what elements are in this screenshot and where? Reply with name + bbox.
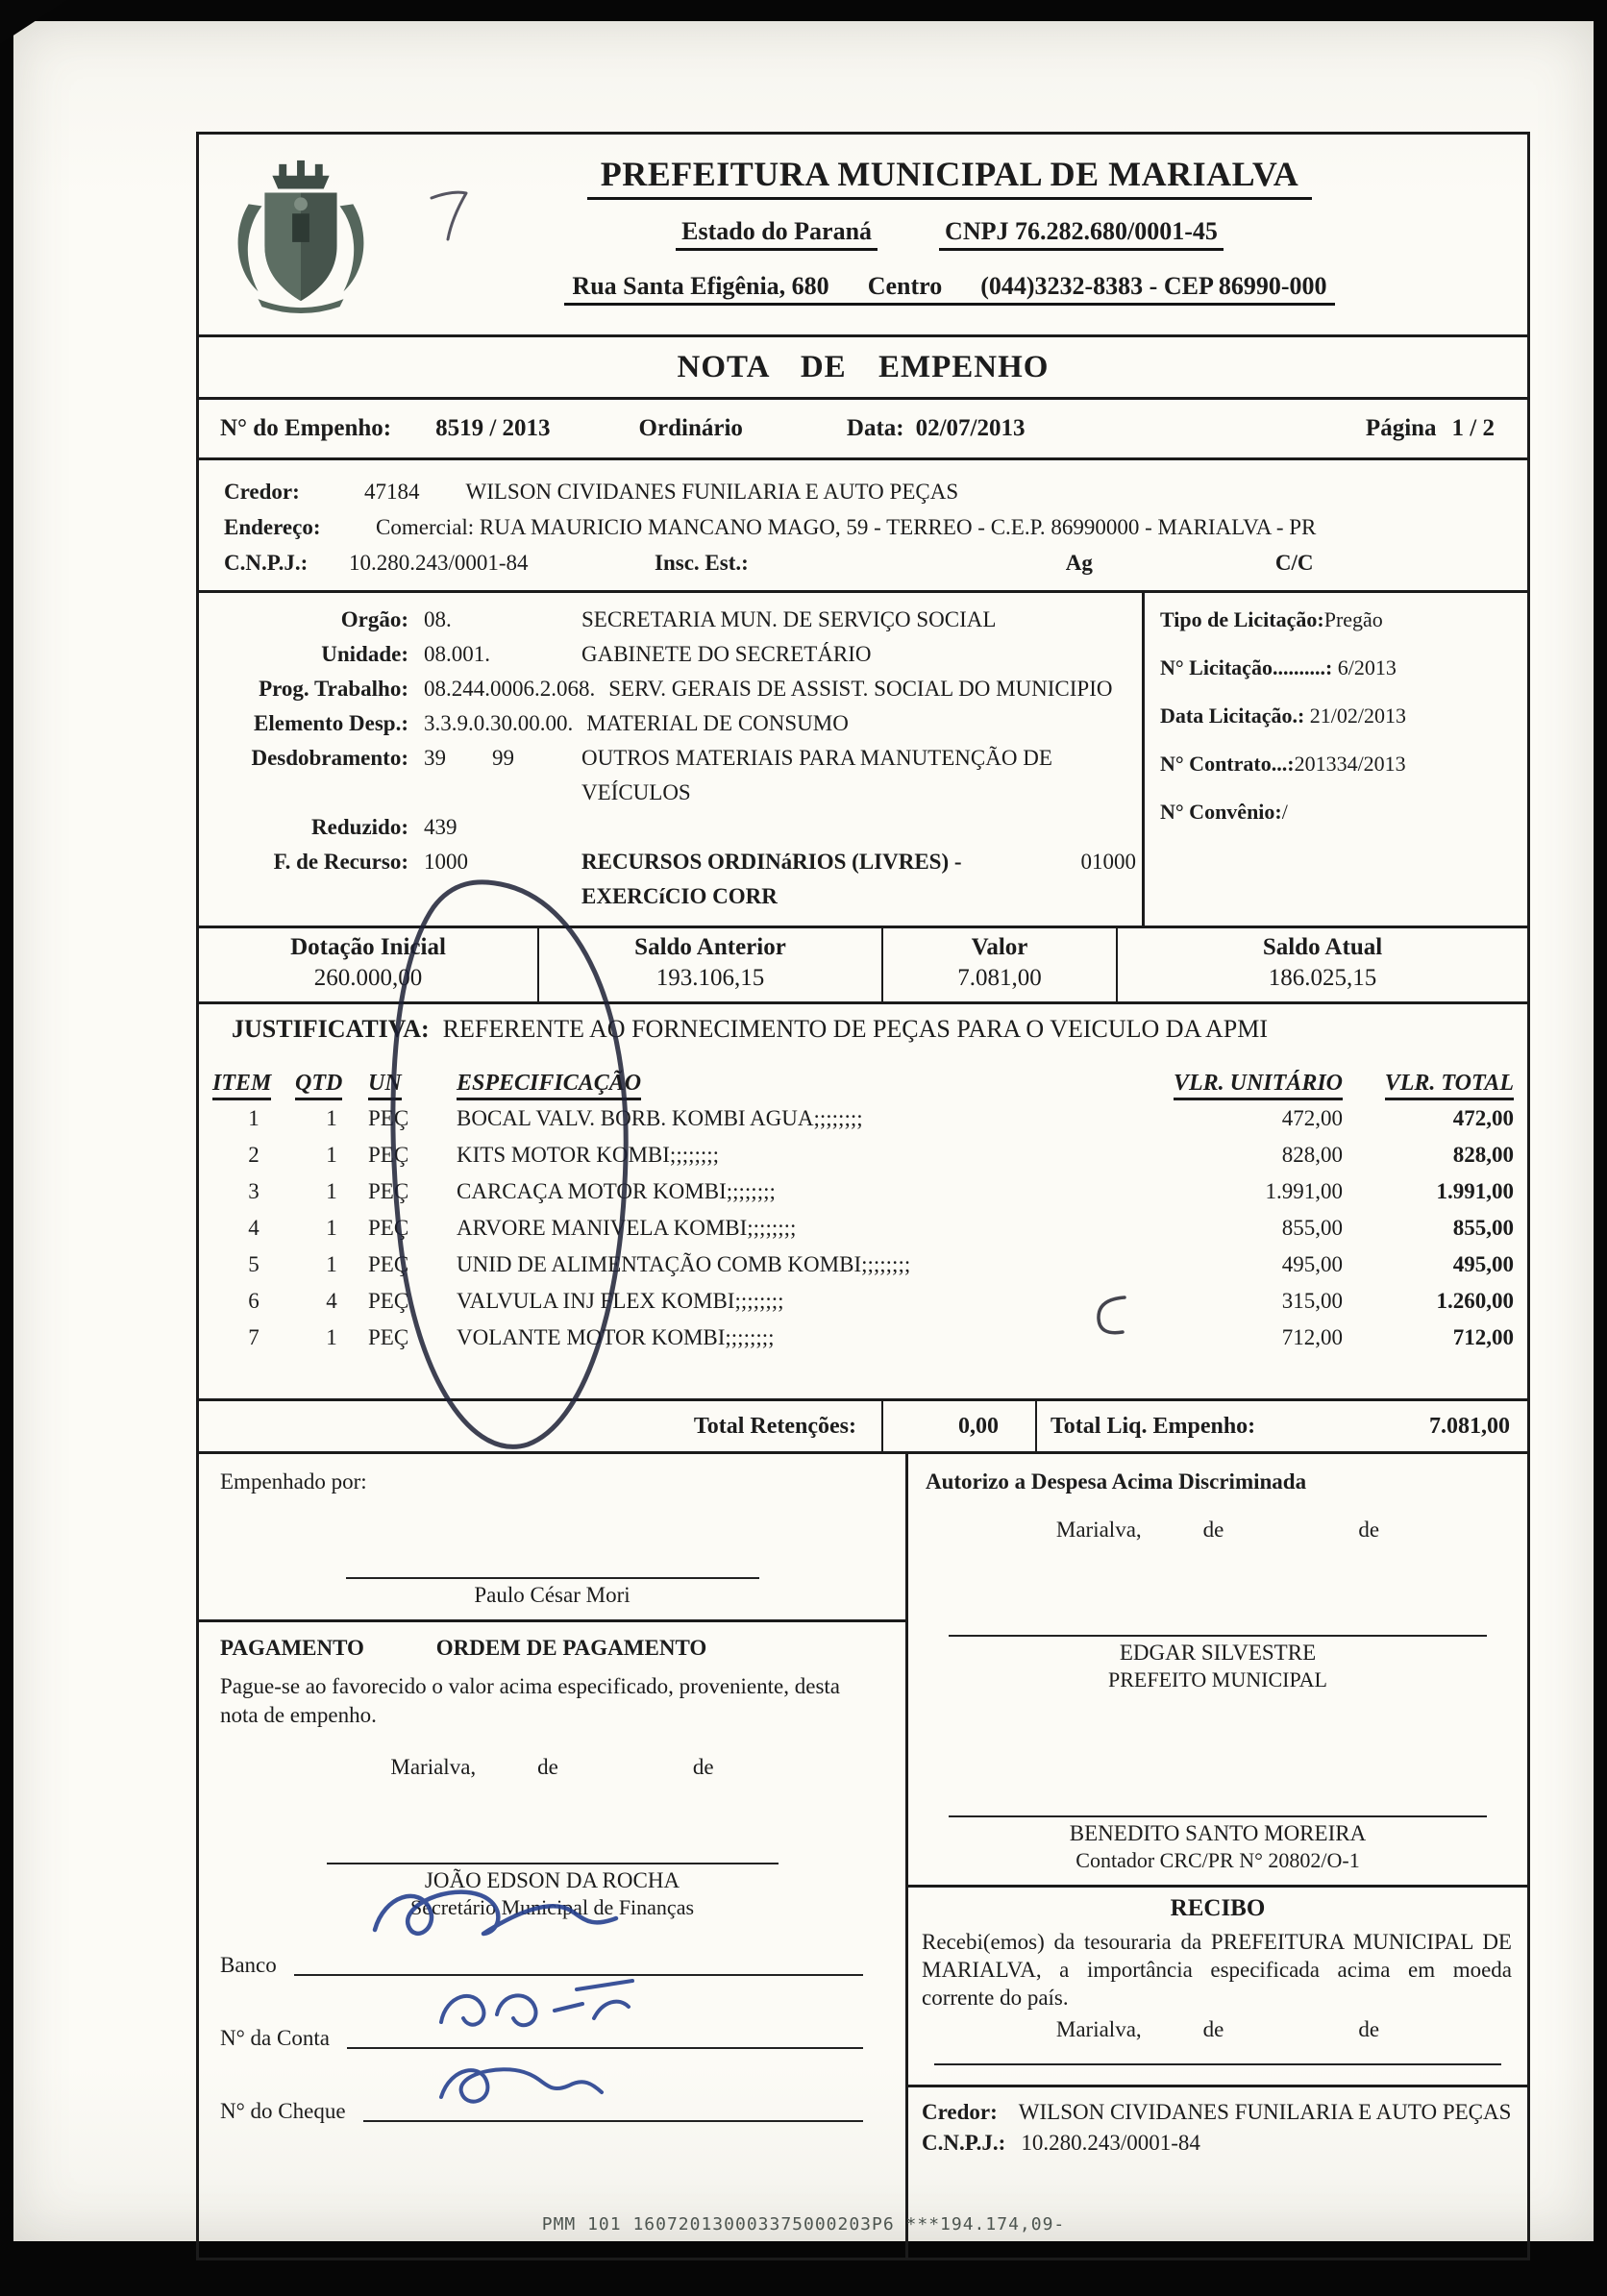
elemento-desc: MATERIAL DE CONSUMO bbox=[586, 711, 849, 735]
document-header bbox=[199, 135, 1527, 334]
total-liq-value: 7.081,00 bbox=[1429, 1413, 1510, 1439]
header-address-line bbox=[564, 272, 1334, 306]
item-unit: PEÇ bbox=[368, 1216, 409, 1240]
budget-classification bbox=[199, 593, 1142, 926]
items-empty-space bbox=[212, 1356, 1514, 1396]
prefeito-signature-line bbox=[949, 1635, 1487, 1637]
prog-trabalho-desc: SERV. GERAIS DE ASSIST. SOCIAL DO MUNICIPIO bbox=[608, 677, 1113, 701]
item-unit: PEÇ bbox=[368, 1289, 409, 1313]
valor-cell bbox=[883, 928, 1118, 1001]
orgao-label: Orgão: bbox=[340, 607, 408, 631]
item-unit: PEÇ bbox=[368, 1143, 409, 1167]
fonte-recurso-row bbox=[199, 845, 1136, 914]
item-unit-price: 495,00 bbox=[1281, 1252, 1343, 1276]
municipal-coat-of-arms-icon bbox=[220, 146, 382, 319]
recibo-cnpj-value: 10.280.243/0001-84 bbox=[1021, 2131, 1200, 2155]
convenio-value: / bbox=[1281, 800, 1288, 824]
creditor-cnpj-label: C.N.P.J.: bbox=[224, 551, 309, 575]
empenho-date bbox=[847, 415, 1026, 442]
conta-row bbox=[199, 2022, 905, 2053]
item-unit: PEÇ bbox=[368, 1106, 409, 1130]
scan-corner-artifact bbox=[0, 0, 67, 44]
saldo-atual-label: Saldo Atual bbox=[1262, 934, 1383, 960]
desdobramento-desc: OUTROS MATERIAIS PARA MANUTENÇÃO DE VEÍCULOS bbox=[581, 746, 1052, 804]
prog-trabalho-row bbox=[199, 672, 1136, 706]
saldo-anterior-value: 193.106,15 bbox=[655, 965, 765, 991]
item-total: 855,00 bbox=[1452, 1216, 1514, 1240]
banco-label: Banco bbox=[220, 1953, 277, 1977]
saldo-anterior-cell bbox=[539, 928, 883, 1001]
left-signature-column bbox=[199, 1454, 908, 2258]
paper-sheet bbox=[13, 21, 1594, 2241]
reduzido-value: 439 bbox=[424, 815, 457, 839]
saldo-atual-value: 186.025,15 bbox=[1268, 965, 1377, 991]
saldo-atual-cell bbox=[1118, 928, 1527, 1001]
cheque-row bbox=[199, 2095, 905, 2126]
item-spec: VOLANTE MOTOR KOMBI;;;;;;;; bbox=[457, 1325, 775, 1349]
empenho-kind: Ordinário bbox=[638, 415, 743, 441]
total-retencoes-value: 0,00 bbox=[883, 1401, 1037, 1451]
creditor-cnpj-line bbox=[199, 545, 1527, 580]
item-spec: KITS MOTOR KOMBI;;;;;;;; bbox=[457, 1143, 720, 1167]
de-label: de bbox=[1358, 2017, 1380, 2041]
item-unit-price: 855,00 bbox=[1281, 1216, 1343, 1240]
recibo-creditor-line bbox=[922, 2097, 1514, 2128]
header-address: Rua Santa Efigênia, 680 bbox=[572, 272, 829, 300]
elemento-code: 3.3.9.0.30.00.00. bbox=[424, 711, 574, 735]
spacer bbox=[199, 1494, 905, 1577]
tipo-licitacao-row bbox=[1160, 606, 1518, 632]
reduzido-label: Reduzido: bbox=[311, 815, 408, 839]
unidade-row bbox=[199, 637, 1136, 672]
recibo-creditor-label: Credor: bbox=[922, 2100, 998, 2124]
item-number: 7 bbox=[248, 1325, 260, 1349]
recibo-creditor-block bbox=[908, 2087, 1527, 2172]
tipo-licitacao-value: Pregão bbox=[1323, 607, 1383, 631]
creditor-code: 47184 bbox=[364, 480, 420, 504]
items-table bbox=[199, 1054, 1527, 1398]
right-signature-column bbox=[908, 1454, 1527, 2258]
desdobramento-label: Desdobramento: bbox=[251, 746, 408, 770]
col-qtd: QTD bbox=[295, 1071, 342, 1100]
item-number: 5 bbox=[248, 1252, 260, 1276]
col-spec: ESPECIFICAÇÃO bbox=[457, 1071, 641, 1100]
item-unit: PEÇ bbox=[368, 1252, 409, 1276]
item-row bbox=[212, 1210, 1514, 1247]
justification-row bbox=[199, 1004, 1527, 1054]
orgao-row bbox=[199, 603, 1136, 637]
conta-label: N° da Conta bbox=[220, 2026, 330, 2050]
orgao-code: 08. bbox=[424, 607, 452, 631]
reduzido-row bbox=[199, 810, 1136, 845]
creditor-name: WILSON CIVIDANES FUNILARIA E AUTO PEÇAS bbox=[465, 480, 959, 504]
municipality-name: PREFEITURA MUNICIPAL DE MARIALVA bbox=[587, 154, 1312, 200]
spacer bbox=[908, 1543, 1527, 1635]
creditor-label: Credor: bbox=[224, 480, 300, 504]
item-number: 2 bbox=[248, 1143, 260, 1167]
contador-name: BENEDITO SANTO MOREIRA bbox=[1069, 1821, 1367, 1845]
city-label: Marialva, bbox=[1055, 2017, 1142, 2041]
total-retencoes-label: Total Retenções: bbox=[199, 1401, 883, 1451]
right-date-line-1 bbox=[908, 1518, 1527, 1543]
empenho-date-value: 02/07/2013 bbox=[915, 415, 1026, 441]
contrato-row bbox=[1160, 751, 1518, 777]
fonte-recurso-desc: RECURSOS ORDINáRIOS (LIVRES) - EXERCíCIO CORR bbox=[581, 850, 962, 908]
prefeito-title: PREFEITO MUNICIPAL bbox=[1108, 1667, 1327, 1691]
authorization-text: Autorizo a Despesa Acima Discriminada bbox=[926, 1469, 1307, 1494]
contador-signature-line bbox=[949, 1815, 1487, 1817]
de-label: de bbox=[692, 1755, 714, 1779]
prog-trabalho-code: 08.244.0006.2.068. bbox=[424, 677, 596, 701]
state-name: Estado do Paraná bbox=[676, 217, 878, 251]
item-unit: PEÇ bbox=[368, 1179, 409, 1203]
de-label: de bbox=[1202, 1518, 1224, 1542]
prefeito-name: EDGAR SILVESTRE bbox=[1119, 1641, 1317, 1665]
payment-order-text: Pague-se ao favorecido o valor acima especificado, proveniente, desta nota de empenho. bbox=[220, 1674, 840, 1727]
contrato-value: 201334/2013 bbox=[1294, 752, 1406, 776]
recibo-signature-line bbox=[934, 2063, 1501, 2065]
orgao-desc: SECRETARIA MUN. DE SERVIÇO SOCIAL bbox=[581, 607, 997, 631]
dot-matrix-footer-code: PMM 101 160720130003375000203P6 ***194.174,09- bbox=[541, 2214, 1066, 2234]
pagamento-title: PAGAMENTO bbox=[220, 1636, 364, 1660]
empenhado-signature-line bbox=[346, 1577, 759, 1579]
item-unit-price: 472,00 bbox=[1281, 1106, 1343, 1130]
recibo-creditor-name: WILSON CIVIDANES FUNILARIA E AUTO PEÇAS bbox=[1018, 2100, 1512, 2124]
fonte-recurso-extra: 01000 bbox=[1080, 850, 1136, 874]
header-phone-cep: (044)3232-8383 - CEP 86990-000 bbox=[980, 272, 1327, 300]
conta-fill-line bbox=[347, 2022, 863, 2049]
recibo-title: RECIBO bbox=[1170, 1895, 1266, 1921]
item-unit: PEÇ bbox=[368, 1325, 409, 1349]
item-total: 1.260,00 bbox=[1436, 1289, 1514, 1313]
elemento-label: Elemento Desp.: bbox=[254, 711, 408, 735]
document-title: NOTA DE EMPENHO bbox=[677, 349, 1050, 384]
secretario-title: Secretário Municipal de Finanças bbox=[409, 1895, 695, 1919]
recibo-cnpj-label: C.N.P.J.: bbox=[922, 2131, 1006, 2155]
spacer bbox=[908, 2042, 1527, 2063]
document-title-bar bbox=[199, 334, 1527, 400]
contador-title: Contador CRC/PR N° 20802/O-1 bbox=[1075, 1848, 1360, 1872]
unidade-label: Unidade: bbox=[321, 642, 408, 666]
tipo-licitacao-label: Tipo de Licitação: bbox=[1160, 607, 1324, 631]
account-label: C/C bbox=[1274, 551, 1314, 575]
spacer bbox=[199, 1780, 905, 1863]
data-licitacao-value: 21/02/2013 bbox=[1309, 704, 1407, 728]
creditor-address-label: Endereço: bbox=[224, 515, 321, 539]
unidade-code: 08.001. bbox=[424, 642, 490, 666]
items-header-row bbox=[212, 1060, 1514, 1100]
item-qty: 1 bbox=[326, 1325, 337, 1349]
dotacao-inicial-label: Dotação Inicial bbox=[290, 934, 446, 960]
item-number: 3 bbox=[248, 1179, 260, 1203]
prog-trabalho-label: Prog. Trabalho: bbox=[259, 677, 408, 701]
item-unit-price: 712,00 bbox=[1281, 1325, 1343, 1349]
payment-header-row bbox=[199, 1626, 905, 1672]
desdobramento-codes bbox=[424, 741, 568, 810]
item-spec: CARCAÇA MOTOR KOMBI;;;;;;;; bbox=[457, 1179, 776, 1203]
recibo-cnpj-line bbox=[922, 2128, 1514, 2159]
valor-label: Valor bbox=[971, 934, 1028, 960]
recibo-text: Recebi(emos) da tesouraria da PREFEITURA MUNICIPAL DE MARIALVA, a importância especificada acima em moeda corrente do país. bbox=[922, 1930, 1512, 2010]
total-liq-label: Total Liq. Empenho: bbox=[1051, 1413, 1256, 1439]
cheque-fill-line bbox=[363, 2095, 863, 2122]
col-vlr-unitario: VLR. UNITÁRIO bbox=[1174, 1071, 1343, 1100]
fonte-recurso-label: F. de Recurso: bbox=[273, 850, 408, 874]
dotacao-inicial-value: 260.000,00 bbox=[313, 965, 423, 991]
item-total: 495,00 bbox=[1452, 1252, 1514, 1276]
balances-row bbox=[199, 928, 1527, 1004]
page-label: Página bbox=[1365, 415, 1437, 441]
spacer bbox=[908, 1692, 1527, 1815]
de-label: de bbox=[537, 1755, 558, 1779]
creditor-address-line bbox=[199, 509, 1527, 545]
page-value: 1 / 2 bbox=[1451, 415, 1495, 441]
secretario-name: JOÃO EDSON DA ROCHA bbox=[424, 1868, 680, 1892]
cheque-label: N° do Cheque bbox=[220, 2099, 346, 2123]
empenhado-signer-name: Paulo César Mori bbox=[474, 1583, 630, 1607]
saldo-anterior-label: Saldo Anterior bbox=[634, 934, 786, 960]
item-spec: VALVULA INJ FLEX KOMBI;;;;;;;; bbox=[457, 1289, 784, 1313]
creditor-address: Comercial: RUA MAURICIO MANCANO MAGO, 59 - TERREO - C.E.P. 86990000 - MARIALVA - PR bbox=[376, 515, 1317, 539]
header-cnpj: CNPJ 76.282.680/0001-45 bbox=[939, 217, 1224, 251]
agency-label: Ag bbox=[1065, 551, 1093, 575]
page-indicator bbox=[1366, 415, 1495, 442]
state-registration-label: Insc. Est.: bbox=[655, 551, 749, 575]
item-qty: 1 bbox=[326, 1216, 337, 1240]
col-un: UN bbox=[368, 1071, 402, 1100]
item-total: 712,00 bbox=[1452, 1325, 1514, 1349]
right-date-line-2 bbox=[908, 2017, 1527, 2042]
de-label: de bbox=[1202, 2017, 1224, 2041]
header-district: Centro bbox=[867, 272, 943, 300]
item-row bbox=[212, 1283, 1514, 1320]
fonte-recurso-code: 1000 bbox=[424, 850, 468, 874]
ordem-pagamento-title: ORDEM DE PAGAMENTO bbox=[435, 1636, 707, 1660]
elemento-row bbox=[199, 706, 1136, 741]
empenho-date-label: Data: bbox=[846, 415, 904, 441]
item-total: 828,00 bbox=[1452, 1143, 1514, 1167]
signatures-section bbox=[199, 1454, 1527, 2258]
item-total: 472,00 bbox=[1452, 1106, 1514, 1130]
item-total: 1.991,00 bbox=[1436, 1179, 1514, 1203]
item-number: 1 bbox=[248, 1106, 260, 1130]
item-qty: 1 bbox=[326, 1143, 337, 1167]
dotacao-inicial-cell bbox=[199, 928, 539, 1001]
banco-fill-line bbox=[294, 1949, 863, 1976]
item-qty: 4 bbox=[326, 1289, 337, 1313]
creditor-cnpj: 10.280.243/0001-84 bbox=[349, 551, 529, 575]
banco-row bbox=[199, 1949, 905, 1980]
item-number: 6 bbox=[248, 1289, 260, 1313]
city-label: Marialva, bbox=[1055, 1518, 1142, 1542]
header-text-block bbox=[401, 135, 1527, 306]
empenhado-por-label: Empenhado por: bbox=[220, 1469, 367, 1494]
item-spec: ARVORE MANIVELA KOMBI;;;;;;;; bbox=[457, 1216, 797, 1240]
justification-text: REFERENTE AO FORNECIMENTO DE PEÇAS PARA O VEICULO DA APMI bbox=[442, 1015, 1268, 1043]
unidade-desc: GABINETE DO SECRETÁRIO bbox=[581, 642, 872, 666]
item-qty: 1 bbox=[326, 1252, 337, 1276]
item-unit-price: 315,00 bbox=[1281, 1289, 1343, 1313]
item-spec: UNID DE ALIMENTAÇÃO COMB KOMBI;;;;;;;; bbox=[457, 1252, 911, 1276]
justification-label: JUSTIFICATIVA: bbox=[232, 1015, 430, 1043]
desdobramento-row bbox=[199, 741, 1136, 810]
desdobramento-code-2: 99 bbox=[492, 746, 514, 770]
left-date-line bbox=[199, 1755, 905, 1780]
item-qty: 1 bbox=[326, 1106, 337, 1130]
contrato-label: N° Contrato...: bbox=[1160, 752, 1295, 776]
numero-licitacao-label: N° Licitação..........: bbox=[1160, 655, 1333, 679]
item-number: 4 bbox=[248, 1216, 260, 1240]
empenho-number: 8519 / 2013 bbox=[435, 415, 551, 441]
data-licitacao-row bbox=[1160, 703, 1518, 728]
numero-licitacao-row bbox=[1160, 654, 1518, 680]
secretario-signature-line bbox=[327, 1863, 779, 1864]
item-unit-price: 1.991,00 bbox=[1265, 1179, 1343, 1203]
col-item: ITEM bbox=[212, 1071, 271, 1100]
licitacao-panel bbox=[1142, 593, 1527, 926]
numero-licitacao-value: 6/2013 bbox=[1337, 655, 1397, 679]
item-row bbox=[212, 1173, 1514, 1210]
desdobramento-code-1: 39 bbox=[424, 746, 446, 770]
item-row bbox=[212, 1100, 1514, 1137]
empenho-number-row bbox=[199, 400, 1527, 460]
creditor-section bbox=[199, 460, 1527, 593]
item-row bbox=[212, 1320, 1514, 1356]
empenho-number-label: N° do Empenho: bbox=[220, 415, 392, 441]
item-spec: BOCAL VALV. BORB. KOMBI AGUA;;;;;;;; bbox=[457, 1106, 863, 1130]
divider bbox=[908, 1885, 1527, 1888]
col-vlr-total: VLR. TOTAL bbox=[1385, 1071, 1514, 1100]
valor-value: 7.081,00 bbox=[957, 965, 1042, 991]
totals-row bbox=[199, 1398, 1527, 1454]
de-label: de bbox=[1358, 1518, 1380, 1542]
item-row bbox=[212, 1137, 1514, 1173]
city-label: Marialva, bbox=[390, 1755, 477, 1779]
nota-de-empenho-document bbox=[196, 132, 1530, 2260]
item-qty: 1 bbox=[326, 1179, 337, 1203]
convenio-row bbox=[1160, 799, 1518, 825]
budget-section bbox=[199, 593, 1527, 928]
divider bbox=[199, 1619, 905, 1622]
item-unit-price: 828,00 bbox=[1281, 1143, 1343, 1167]
convenio-label: N° Convênio: bbox=[1160, 800, 1282, 824]
item-row bbox=[212, 1247, 1514, 1283]
creditor-name-line bbox=[199, 474, 1527, 509]
data-licitacao-label: Data Licitação.: bbox=[1160, 704, 1305, 728]
